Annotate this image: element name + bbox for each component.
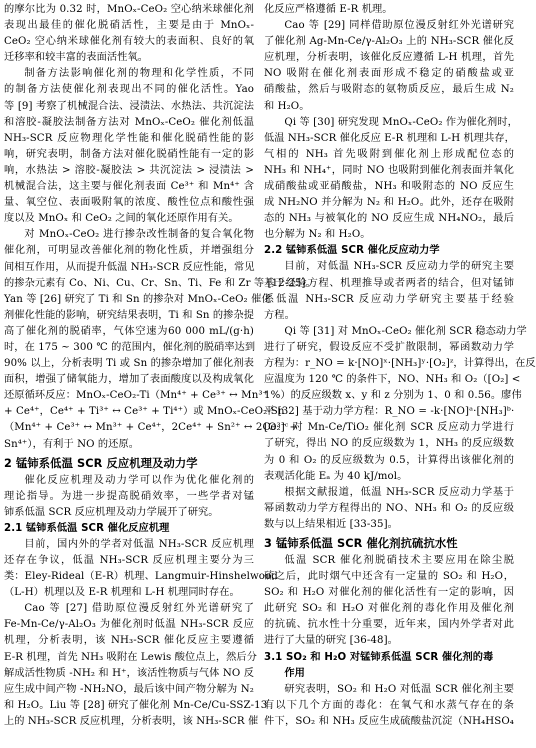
- left-text-line: CeO₂ 空心纳米球催化剂有较大的表面积、良好的氧: [4, 36, 254, 48]
- right-text-line: SO₂ 和 H₂O 对催化剂的催化活性有一定的影响，因: [264, 587, 514, 599]
- left-text-line: 和溶胶-凝胶法制备方法对 MnOₓ-CeO₂ 催化剂低温: [4, 116, 254, 128]
- right-text-line: 件下，SO₂ 和 NH₃ 反应生成硫酸盐沉淀（NH₄HSO₄: [264, 715, 514, 727]
- left-text-line: Yan 等 [26] 研究了 Ti 和 Sn 的掺杂对 MnOₓ-CeO₂ 催化: [4, 293, 272, 305]
- right-text-line: 作用: [284, 667, 305, 679]
- right-text-line: NO 吸附在催化剂表面形成不稳定的硝酸盐或亚: [264, 68, 514, 80]
- subsection-heading: 2.2 锰铈系低温 SCR 催化反应动力学: [264, 245, 440, 257]
- left-text-line: Fe-Mn-Ce/γ-Al₂O₃ 为催化剂时低温 NH₃-SCR 反应: [4, 619, 254, 631]
- right-text-line: 气相的 NH₃ 首先吸附到催化剂上形成配位态的: [264, 148, 514, 160]
- left-text-line: 还存在争议，低温 NH₃-SCR 反应机理主要分为三: [4, 555, 254, 566]
- right-text-line: 应机理，分析表明，该催化反应遵循 L-H 机理，首先: [264, 52, 514, 64]
- right-text-line: [O₂]ᶜ 对 Mn-Ce/TiO₂ 催化剂 SCR 反应动力学进行: [264, 422, 514, 434]
- right-text-line: 的抗硫、抗水性十分重要，近年来，国内外学者对此: [264, 619, 514, 631]
- right-text-line: 进行了大量的研究 [36-48]。: [264, 635, 398, 647]
- left-text-line: 的摩尔比为 0.32 时，MnOₓ-CeO₂ 空心纳米球催化剂: [4, 4, 254, 15]
- left-text-line: 等 [9] 考察了机械混合法、浸渍法、水热法、共沉淀法: [4, 100, 254, 112]
- right-text-line: 研究表明，SO₂ 和 H₂O 对低温 SCR 催化剂主要: [284, 683, 514, 695]
- left-text-line: 的制备方法使催化剂表现出不同的催化活性。Yao: [4, 84, 254, 96]
- left-text-line: NH₃-SCR 反应物理化学性能和催化脱硝性能的影: [4, 132, 254, 144]
- left-text-line: 类：Eley-Rideal（E-R）机理、Langmuir-Hinshelwood: [4, 571, 278, 583]
- right-text-line: 表观活化能 Eₐ 为 40 kJ/mol。: [264, 470, 408, 482]
- left-text-line: 对 MnOₓ-CeO₂ 进行掺杂改性制备的复合氧化物: [24, 229, 254, 241]
- left-text-line: 的掺杂元素有 Co、Ni、Cu、Cr、Sn、Ti、Fe 和 Zr 等 [12-25]。: [4, 277, 316, 289]
- left-text-line: （L-H）机理以及 E-R 机理和 L-H 机理同时存在。: [4, 587, 240, 599]
- right-text-line: Qi 等 [31] 对 MnOₓ-CeO₂ 催化剂 SCR 稳态动力学: [284, 325, 527, 337]
- right-text-line: 方程为：r_NO = k·[NO]ˣ·[NH₃]ʸ·[O₂]ᶻ，计算得出，在反: [264, 357, 536, 369]
- right-text-line: 应温度为 120 ℃ 的条件下，NO、NH₃ 和 O₂（[O₂] <: [264, 374, 521, 386]
- left-text-line: 上的 NH₃-SCR 反应机理，分析表明，该 NH₃-SCR 催: [4, 715, 259, 727]
- right-text-line: 低温 SCR 催化剂脱硝技术主要应用在除尘脱: [284, 555, 514, 566]
- right-text-line: NH₃ 和 NH₄⁺，同时 NO 也吸附到催化剂表面并氧化: [264, 164, 514, 176]
- left-text-line: + Ce⁴⁺，Ce⁴⁺ + Ti³⁺ ↔ Ce³⁺ + Ti⁴⁺）或 MnOₓ-CeO₂-Sn: [4, 406, 285, 418]
- right-text-line: 和 H₂O。: [264, 100, 310, 112]
- right-text-line: 数与以上结果相近 [33-35]。: [264, 518, 398, 530]
- left-text-line: 和 H₂O。Liu 等 [28] 研究了催化剂 Mn-Ce/Cu-SSZ-13: [4, 699, 268, 711]
- right-text-line: 成硝酸盐或亚硝酸盐，NH₃ 和吸附态的 NO 反应生: [264, 181, 514, 193]
- right-text-line: 目前，对低温 NH₃-SCR 反应动力学的研究主要: [284, 261, 514, 273]
- section-heading: 2 锰铈系低温 SCR 反应机理及动力学: [4, 456, 198, 470]
- right-text-line: Cao 等 [29] 同样借助原位漫反射红外光谱研究: [284, 20, 514, 32]
- subsection-heading: 2.1 锰铈系低温 SCR 催化反应机理: [4, 522, 170, 534]
- section-heading: 3 锰铈系低温 SCR 催化剂抗硫抗水性: [264, 537, 458, 550]
- left-text-line: 表现出最佳的催化脱硝活性，主要是由于 MnOₓ-: [4, 20, 254, 32]
- right-text-line: 系低温 NH₃-SCR 反应动力学研究主要基于经验: [264, 293, 514, 305]
- left-text-line: 迁移率和较丰富的表面活性氧。: [4, 52, 149, 64]
- left-text-line: 铈系低温 SCR 反应机理及动力学展开了研究。: [4, 506, 219, 518]
- right-text-line: 有以下几个方面的毒化：在氧气和水蒸气存在的条: [264, 699, 514, 711]
- right-text-line: 此研究 SO₂ 和 H₂O 对催化剂的毒化作用及催化剂: [264, 603, 514, 615]
- left-text-line: 目前，国内外的学者对低温 NH₃-SCR 反应机理: [24, 538, 254, 550]
- left-text-line: 量、氧空位、表面吸附氧的浓度、酸性位点和酸性强: [4, 197, 254, 209]
- left-text-line: E-R 机理，首先 NH₃ 吸附在 Lewis 酸位点上，然后分: [4, 651, 258, 663]
- right-text-line: 根据文献报道，低温 NH₃-SCR 反应动力学基于: [284, 486, 514, 498]
- left-text-line: 催化剂，可明显改善催化剂的物化性质，并增强组分: [4, 245, 254, 257]
- right-text-line: 态的 NH₃ 与被氧化的 NO 反应生成 NH₄NO₂，最后: [264, 213, 514, 225]
- right-text-line: 1%）的反应级数 x、y 和 z 分别为 1、0 和 0.56。廖伟: [264, 390, 522, 402]
- right-text-line: 方程。: [264, 309, 295, 321]
- right-text-line: 为 0 和 O₂ 的反应级数为 0.5，计算得出该催化剂的: [264, 454, 514, 466]
- right-text-line: 化反应严格遵循 E-R 机理。: [264, 4, 393, 15]
- left-text-line: 机理，分析表明，该 NH₃-SCR 催化反应主要遵循: [4, 635, 254, 647]
- right-text-line: Qi 等 [30] 研究发现 MnOₓ-CeO₂ 作为催化剂时，: [284, 116, 518, 128]
- right-text-line: 平 [32] 基于动力学方程：R_NO = -k·[NO]ᵃ·[NH₃]ᵇ·: [264, 406, 515, 418]
- left-text-line: 高了催化剂的脱硝率，气体空速为60 000 mL/(g·h): [4, 325, 254, 337]
- right-text-line: 硝酸盐，然后与吸附态的氨物质反应，最后生成 N₂: [264, 84, 514, 96]
- subsection-heading: 3.1 SO₂ 和 H₂O 对锰铈系低温 SCR 催化剂的毒: [264, 651, 494, 663]
- left-text-line: 机械混合法，这主要与催化剂表面 Ce³⁺ 和 Mn⁴⁺ 含: [4, 181, 254, 193]
- left-text-line: 度以及 MnOₓ 和 CeO₂ 之间的氧化还原作用有关。: [4, 213, 239, 225]
- left-text-line: 解成活性物质 -NH₂ 和 H⁺，该活性物质与气体 NO 反: [4, 667, 254, 679]
- right-text-line: 硫之后，此时烟气中还含有一定量的 SO₂ 和 H₂O，: [264, 571, 514, 583]
- left-text-line: 剂催化性能的影响，研究结果表明，Ti 和 Sn 的掺杂提: [4, 309, 255, 321]
- right-text-line: 了研究，得出 NO 的反应级数为 1，NH₃ 的反应级数: [264, 438, 514, 450]
- right-text-line: 基于经验方程、机理推导或者两者的结合，但对锰铈: [264, 277, 514, 289]
- left-text-line: 还原循环反应：MnOₓ-CeO₂-Ti（Mn⁴⁺ + Ce³⁺ ↔ Mn³⁺: [4, 390, 269, 402]
- right-text-line: 幂函数动力学方程得出的 NO、NH₃ 和 O₂ 的反应级: [264, 502, 514, 514]
- left-text-line: 催化反应机理及动力学可以作为优化催化剂的: [24, 474, 254, 486]
- left-text-line: 应生成中间产物 -NH₂NO，最后该中间产物分解为 N₂: [4, 683, 254, 695]
- left-text-line: 响，研究表明，制备方法对催化脱硝性能有一定的影: [4, 148, 254, 160]
- right-text-line: 也分解为 N₂ 和 H₂O。: [264, 229, 371, 241]
- right-text-line: 低温 NH₃-SCR 催化反应 E-R 机理和 L-H 机理共存，: [264, 132, 515, 144]
- left-text-line: 响，水热法 > 溶胶-凝胶法 > 共沉淀法 > 浸渍法 >: [4, 164, 254, 176]
- right-column: [264, 2, 536, 730]
- left-text-line: 90% 以上，分析表明 Ti 或 Sn 的掺杂增加了催化剂表: [4, 358, 254, 370]
- right-text-line: 成 NH₂NO 并分解为 N₂ 和 H₂O。此外，还存在吸附: [264, 197, 514, 209]
- left-text-line: Sn⁴⁺），有利于 NO 的还原。: [4, 438, 140, 450]
- left-text-line: 时，在 175 ~ 300 ℃ 的范围内，催化剂的脱硝率达到: [4, 341, 256, 353]
- left-text-line: 间相互作用，从而提升低温 NH₃-SCR 反应性能，常见: [4, 261, 255, 273]
- left-text-line: 制备方法影响催化剂的物理和化学性质，不同: [24, 68, 254, 80]
- left-text-line: （Mn⁴⁺ + Ce³⁺ ↔ Mn³⁺ + Ce⁴⁺，2Ce⁴⁺ + Sn²⁺ ↔ 2Ce³⁺ +: [4, 422, 299, 434]
- left-text-line: 理论指导。为进一步提高脱硝效率，一些学者对锰: [4, 490, 254, 502]
- left-text-line: Cao 等 [27] 借助原位漫反射红外光谱研究了: [24, 603, 254, 615]
- right-text-line: 进行了研究，假设反应不受扩散限制，幂函数动力学: [264, 341, 514, 353]
- right-text-line: 了催化剂 Ag-Mn-Ce/γ-Al₂O₃ 上的 NH₃-SCR 催化反: [264, 36, 514, 48]
- left-text-line: 面积，增强了储氧能力，增加了表面酸度以及构成氧化: [4, 374, 254, 386]
